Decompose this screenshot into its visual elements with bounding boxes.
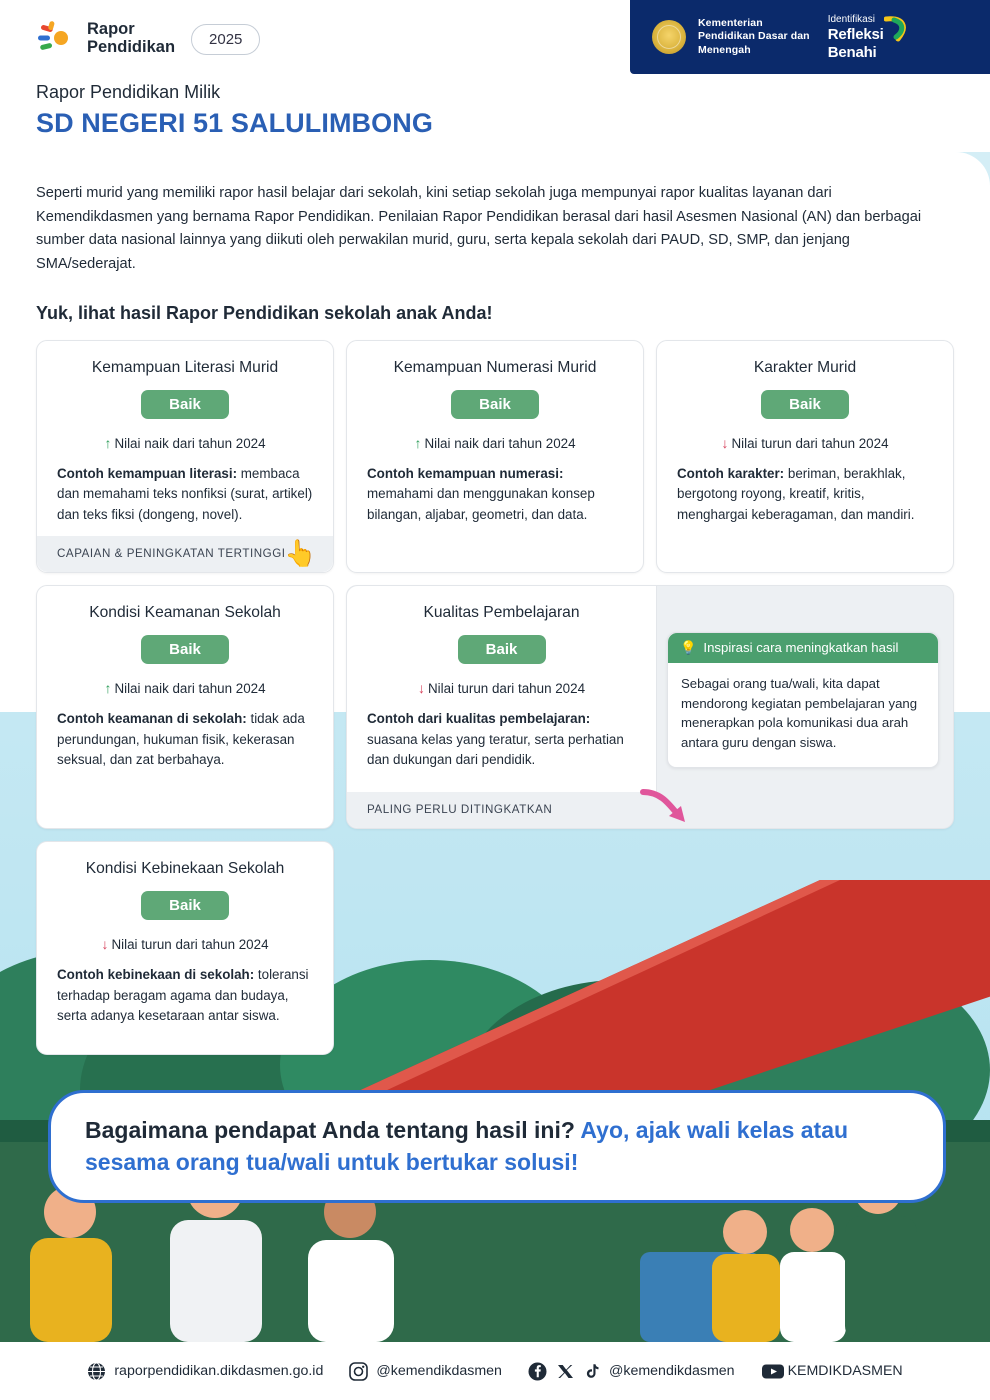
- cta-question: Bagaimana pendapat Anda tentang hasil ini?: [85, 1117, 581, 1143]
- tip-header-label: Inspirasi cara meningkatkan hasil: [703, 640, 899, 656]
- card-kebinekaan[interactable]: [36, 841, 334, 1055]
- footer-social-label: @kemendikdasmen: [608, 1363, 735, 1379]
- x-twitter-icon: [555, 1362, 574, 1381]
- trend-label: Nilai naik dari tahun 2024: [114, 680, 266, 696]
- footer-youtube[interactable]: [761, 1362, 903, 1381]
- irb-line-2: Refleksi: [827, 25, 884, 43]
- card-title: Kondisi Kebinekaan Sekolah: [85, 859, 285, 877]
- ministry-seal-icon: [652, 20, 686, 54]
- irb-line-1: Identifikasi: [827, 13, 875, 25]
- ministry-line-2: Pendidikan Dasar dan: [698, 30, 810, 43]
- pink-arrow-icon: [639, 786, 695, 826]
- description-label: Contoh keamanan di sekolah:: [57, 710, 247, 726]
- tiktok-icon: [582, 1362, 601, 1381]
- trend-label: Nilai naik dari tahun 2024: [424, 435, 576, 451]
- footer-instagram[interactable]: [349, 1362, 502, 1381]
- logo-line-2: Pendidikan: [87, 38, 176, 56]
- rapor-logo-icon: [36, 18, 78, 60]
- identifikasi-refleksi-benahi: [828, 13, 884, 62]
- tip-header: [668, 633, 938, 663]
- rapor-pendidikan-logo: [36, 18, 175, 60]
- report-content: [0, 152, 990, 1067]
- report-owner-label: Rapor Pendidikan Milik: [36, 82, 221, 102]
- card-description: [677, 464, 933, 526]
- irb-line-3: Benahi: [827, 43, 877, 61]
- page-header: [0, 0, 990, 152]
- card-kualitas-pembelajaran-panel[interactable]: [346, 585, 954, 829]
- description-text: toleransi terhadap beragam agama dan budaya, serta adanya kesetaraan antar siswa.: [57, 966, 309, 1024]
- description-label: Contoh kemampuan literasi:: [57, 465, 238, 481]
- description-text: tidak ada perundungan, hukuman fisik, kekerasan seksual, dan zat berbahaya.: [57, 710, 305, 768]
- arrow-up-icon: ↑: [104, 679, 112, 696]
- call-to-action-banner: [48, 1090, 946, 1203]
- ribbon-label: CAPAIAN & PENINGKATAN TERTINGGI: [57, 547, 286, 561]
- trend-label: Nilai naik dari tahun 2024: [114, 435, 266, 451]
- logo-line-1: Rapor: [87, 20, 135, 39]
- trend-indicator: [57, 680, 313, 696]
- cards-row-3: [36, 841, 954, 1055]
- status-badge: Baik: [761, 390, 849, 419]
- arrow-up-icon: ↑: [414, 434, 422, 451]
- card-title: Kondisi Keamanan Sekolah: [89, 603, 281, 621]
- swoosh-icon: [884, 15, 910, 45]
- card-description: [57, 464, 313, 526]
- description-label: Contoh karakter:: [677, 465, 785, 481]
- school-name: SD NEGERI 51 SALULIMBONG: [36, 108, 433, 138]
- lightbulb-icon: 💡: [680, 639, 697, 655]
- status-badge: Baik: [141, 635, 229, 664]
- card-title: Kualitas Pembelajaran: [423, 603, 580, 621]
- pointing-hand-icon: 👆: [284, 537, 317, 568]
- card-description: [367, 464, 623, 526]
- highlight-ribbon: [37, 536, 333, 572]
- card-description: [57, 709, 313, 771]
- arrow-down-icon: ↓: [101, 935, 109, 952]
- trend-label: Nilai turun dari tahun 2024: [111, 936, 269, 952]
- cards-row-2: [36, 585, 954, 829]
- description-label: Contoh dari kualitas pembelajaran:: [367, 710, 591, 726]
- ministry-name: [698, 17, 810, 57]
- footer-youtube-label: KEMDIKDASMEN: [787, 1363, 903, 1379]
- status-badge: Baik: [141, 891, 229, 920]
- trend-label: Nilai turun dari tahun 2024: [731, 435, 889, 451]
- footer-social[interactable]: [528, 1362, 735, 1381]
- description-text: beriman, berakhlak, bergotong royong, kreatif, kritis, menghargai keberagaman, dan mandiri.: [677, 465, 915, 523]
- trend-indicator: [57, 936, 313, 952]
- card-title: Karakter Murid: [753, 358, 857, 376]
- logo-text: [87, 21, 175, 57]
- footer-website-label: raporpendidikan.dikdasmen.go.id: [114, 1363, 324, 1379]
- page-footer: [0, 1342, 990, 1400]
- ministry-banner: [630, 0, 990, 74]
- arrow-up-icon: ↑: [104, 434, 112, 451]
- status-badge: Baik: [451, 390, 539, 419]
- tip-callout: [667, 632, 939, 768]
- trend-indicator: [367, 435, 623, 451]
- lead-heading: Yuk, lihat hasil Rapor Pendidikan sekolah anak Anda!: [36, 302, 493, 323]
- arrow-down-icon: ↓: [417, 679, 425, 696]
- cards-row-1: [36, 340, 954, 573]
- globe-icon: [87, 1362, 106, 1381]
- ministry-line-3: Menengah: [698, 43, 751, 56]
- card-title: Kemampuan Literasi Murid: [91, 358, 279, 376]
- card-keamanan[interactable]: [36, 585, 334, 829]
- intro-paragraph: Seperti murid yang memiliki rapor hasil belajar dari sekolah, kini setiap sekolah juga mempunyai rapor kualitas layanan dari Kemendikdasmen yang bernama Rapor Pendidikan. Penilaian Rapor Pendidikan berasal dari hasil Asesmen Nasional (AN) dan berbagai sumber data nasional lainnya yang diikuti oleh perwakilan murid, guru, serta kepala sekolah dari PAUD, SD, SMP, dan jenjang SMA/sederajat.: [36, 185, 922, 272]
- description-label: Contoh kemampuan numerasi:: [367, 465, 564, 481]
- trend-indicator: [57, 435, 313, 451]
- trend-indicator: [367, 680, 636, 696]
- arrow-down-icon: ↓: [721, 434, 729, 451]
- trend-indicator: [677, 435, 933, 451]
- description-text: memahami dan menggunakan konsep bilangan, aljabar, geometri, dan data.: [367, 486, 595, 523]
- ministry-line-1: Kementerian: [698, 16, 763, 29]
- card-description: [367, 709, 636, 771]
- year-badge: 2025: [191, 24, 260, 55]
- card-description: [57, 965, 313, 1027]
- footer-instagram-label: @kemendikdasmen: [376, 1363, 502, 1379]
- improvement-ribbon: [347, 792, 657, 828]
- trend-label: Nilai turun dari tahun 2024: [427, 680, 586, 696]
- card-karakter[interactable]: [656, 340, 954, 573]
- description-text: suasana kelas yang teratur, serta perhatian dan dukungan dari pendidik.: [367, 731, 624, 768]
- cards-grid: [36, 340, 954, 1055]
- card-numerasi[interactable]: [346, 340, 644, 573]
- instagram-icon: [349, 1362, 368, 1381]
- footer-website[interactable]: [87, 1362, 323, 1381]
- youtube-icon: [761, 1362, 780, 1381]
- description-label: Contoh kebinekaan di sekolah:: [57, 966, 255, 982]
- status-badge: Baik: [458, 635, 546, 664]
- cta-highlight: Ayo, ajak wali kelas atau sesama orang tua/wali untuk bertukar solusi!: [85, 1117, 849, 1175]
- card-literasi[interactable]: [36, 340, 334, 573]
- facebook-icon: [528, 1362, 547, 1381]
- tip-body: Sebagai orang tua/wali, kita dapat mendorong kegiatan pembelajaran yang menerapkan pola komunikasi dua arah antara guru dengan siswa.: [681, 675, 918, 751]
- status-badge: Baik: [141, 390, 229, 419]
- description-text: membaca dan memahami teks nonfiksi (surat, artikel) dan teks fiksi (dongeng, novel).: [57, 465, 313, 523]
- ribbon-label: PALING PERLU DITINGKATKAN: [367, 803, 553, 817]
- card-title: Kemampuan Numerasi Murid: [393, 358, 597, 376]
